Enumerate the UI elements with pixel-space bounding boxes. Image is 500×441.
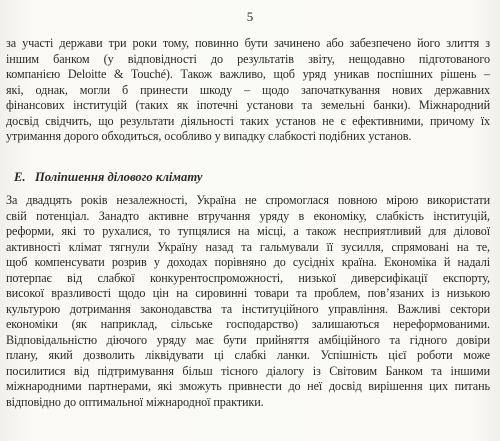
section-title: Поліпшення ділового клімату bbox=[35, 170, 203, 184]
paragraph-1-line: іншим банком (у відповідності до результатів звіту, нещодавно підготованого bbox=[6, 51, 490, 66]
paragraph-2-line: щоб компенсувати розрив у доходах порівняно до сусідніх країна. Економіка й надалі bbox=[6, 255, 490, 269]
page-number: 5 bbox=[246, 9, 254, 24]
paragraph-2-line: відповідно до оптимальної міжнародної практики. bbox=[6, 394, 264, 409]
paragraph-1 bbox=[6, 36, 490, 145]
paragraph-2-line: економіки (як наприклад, сільське господарство) залишаються нереформованими. bbox=[6, 317, 490, 331]
paragraph-2-line: Відповідальністю діючого уряду має бути прийняття амбіційного та гідного довіри bbox=[6, 332, 490, 347]
paragraph-1-line: утримання дорого обходиться, особливо у випадку слабкості подібних установ. bbox=[6, 129, 412, 143]
paragraph-1-line: компанією Deloitte & Touché). Також важливо, щоб уряд уникав поспішних рішень – bbox=[6, 67, 490, 81]
section-letter: E. bbox=[14, 170, 26, 184]
paragraph-2-line: високої вразливості щодо цін на сировинні товари та проблем, пов’язаних із низькою bbox=[6, 286, 490, 300]
paragraph-2-line: активності клімат тягнули Україну назад та гальмували її зусилля, спрямовані на те, bbox=[6, 239, 490, 254]
paragraph-1-line: фінансових інституцій (таких як іпотечні установи та земельні банки). Міжнародний bbox=[6, 98, 490, 112]
paragraph-2-line: реформи, які то рухалися, то тупцялися на місці, а також несприятливий для ділової bbox=[6, 224, 490, 238]
paragraph-2-line: плану, який дозволить ліквідувати ці слабкі ланки. Успішність цієї роботи може bbox=[6, 348, 490, 362]
paragraph-2-line: міжнародними партнерами, які зможуть привнести до неї досвід вирішення цих питань bbox=[6, 379, 490, 393]
paragraph-2-line: За двадцять років незалежності, Україна не спромоглася повною мірою використати bbox=[6, 193, 490, 207]
paragraph-1-line: які, однак, могли б принести шкоду – щодо започаткування нових державних bbox=[6, 82, 490, 97]
paragraph-2 bbox=[6, 193, 490, 410]
paragraph-2-line: посилитися від підтримування більш тісного діалогу із Світовим Банком та іншими bbox=[6, 363, 490, 378]
paragraph-2-line: свій потенціал. Занадто активне втручання уряду в економіку, слабкість інституцій, bbox=[6, 208, 490, 223]
paragraph-1-line: за участі держави три роки тому, повинно бути зачинено або забезпечено його злиття з bbox=[6, 36, 490, 50]
section-heading bbox=[14, 170, 202, 185]
paragraph-2-line: потерпає від слабкої конкурентоспроможності, низької диверсифікації експорту, bbox=[6, 270, 490, 285]
paragraph-2-line: культурою дотримання законодавства та інституційного управління. Важливі сектори bbox=[6, 301, 490, 316]
paragraph-1-line: досвід свідчить, що результати діяльності таких установ не є ефективними, причому їх bbox=[6, 113, 490, 128]
